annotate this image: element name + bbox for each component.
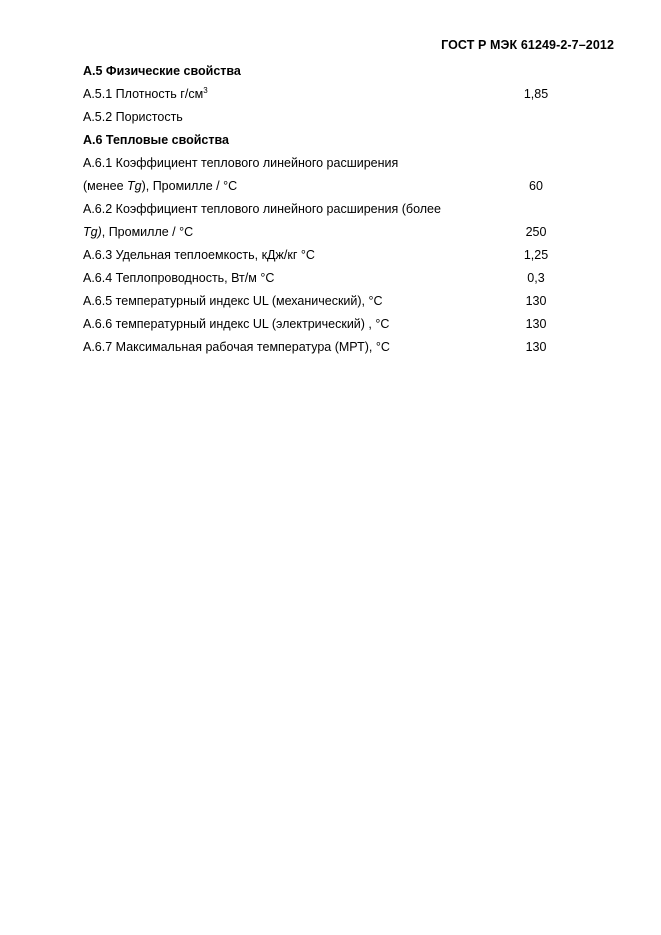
property-label: А.6.1 Коэффициент теплового линейного расширения: [83, 156, 399, 170]
property-label: [83, 224, 193, 241]
property-row-cte-above-line1: [83, 200, 583, 223]
property-value: 1,85: [523, 87, 549, 101]
property-value: 1,25: [523, 248, 549, 262]
property-row-rti-electrical: [83, 315, 583, 338]
property-label: А.5.2 Пористость: [83, 110, 183, 124]
property-row-cte-below-line2: [83, 177, 583, 200]
property-row-porosity: [83, 108, 583, 131]
property-row-cte-above-line2: [83, 223, 583, 246]
property-label: А.6.3 Удельная теплоемкость, кДж/кг °С: [83, 248, 315, 262]
property-value: 250: [525, 225, 547, 239]
property-row-rti-mechanical: [83, 292, 583, 315]
property-label: А.6.5 температурный индекс UL (механический), °С: [83, 294, 383, 308]
document-body: [83, 62, 583, 361]
section-title: А.5 Физические свойства: [83, 64, 241, 78]
property-label-text: , Промилле / °С: [101, 225, 194, 239]
property-value: 60: [529, 179, 543, 193]
section-title: А.6 Тепловые свойства: [83, 133, 229, 147]
property-value: 130: [525, 340, 547, 354]
property-label: А.6.4 Теплопроводность, Вт/м °С: [83, 271, 275, 285]
italic-symbol: Tg): [83, 225, 102, 239]
property-value: 130: [525, 294, 547, 308]
property-row-density: [83, 85, 583, 108]
section-a5-heading: [83, 62, 583, 85]
property-row-cte-below-line1: [83, 154, 583, 177]
property-row-conductivity: [83, 269, 583, 292]
property-value: 130: [525, 317, 547, 331]
italic-symbol: Tg: [127, 179, 142, 193]
property-label-text: ), Промилле / °С: [141, 179, 238, 193]
section-a6-heading: [83, 131, 583, 154]
property-label: [83, 178, 237, 195]
property-row-heat-capacity: [83, 246, 583, 269]
property-row-mot: [83, 338, 583, 361]
document-header: ГОСТ Р МЭК 61249-2-7–2012: [441, 38, 614, 52]
property-label: А.6.2 Коэффициент теплового линейного расширения (более: [83, 202, 441, 216]
superscript: 3: [203, 86, 208, 95]
property-value: 0,3: [527, 271, 545, 285]
property-label: [83, 86, 208, 103]
property-label-text: (менее: [83, 179, 127, 193]
property-label: А.6.7 Максимальная рабочая температура (МРТ), °С: [83, 340, 390, 354]
property-label-text: А.5.1 Плотность г/см: [83, 87, 204, 101]
property-label: А.6.6 температурный индекс UL (электрический) , °С: [83, 317, 390, 331]
